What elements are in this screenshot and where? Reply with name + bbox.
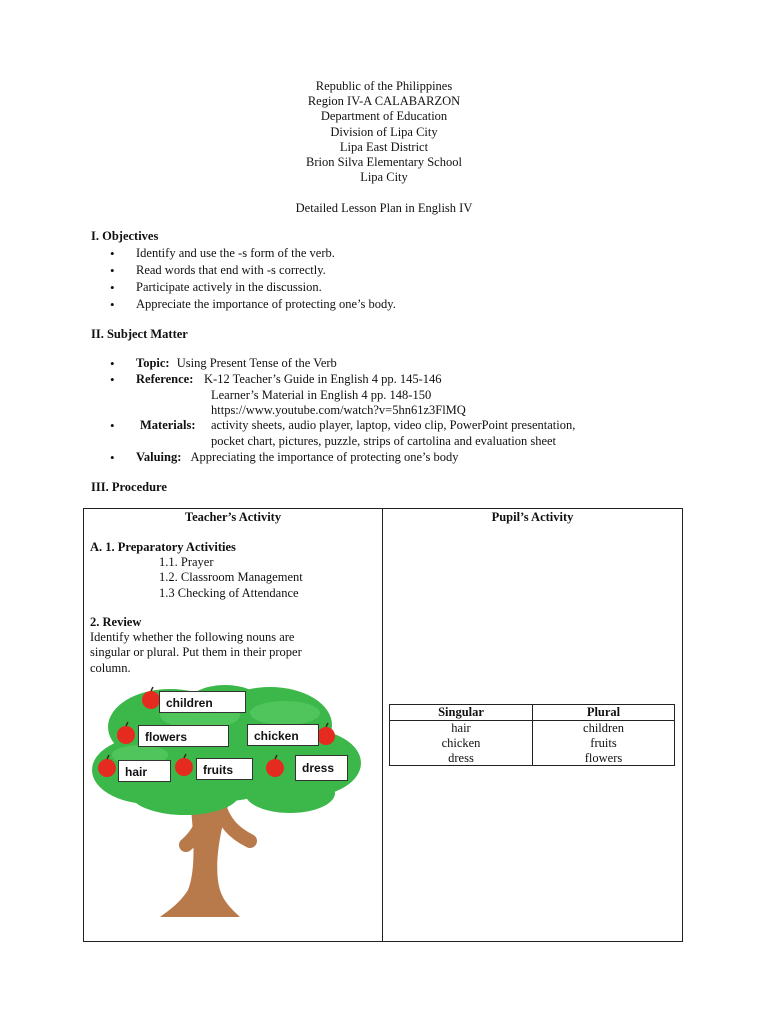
objective-item: • Identify and use the -s form of the verb. (136, 245, 396, 262)
column-divider (382, 509, 383, 941)
topic-value: Using Present Tense of the Verb (176, 356, 337, 370)
bullet-icon: • (110, 418, 115, 433)
tree-label-hair: hair (118, 760, 171, 782)
valuing-row (136, 450, 459, 466)
procedure-heading: III. Procedure (91, 480, 167, 494)
valuing-value: Appreciating the importance of protecting one’s body (190, 450, 459, 464)
reference-label-row (136, 372, 193, 388)
tree-icon (90, 685, 365, 930)
reference-line: https://www.youtube.com/watch?v=5hn61z3FlMQ (211, 403, 466, 417)
plural-cell: flowers (584, 751, 623, 765)
document-title: Detailed Lesson Plan in English IV (295, 201, 473, 215)
materials-line: activity sheets, audio player, laptop, video clip, PowerPoint presentation, (211, 418, 576, 432)
topic-label: Topic: (136, 356, 170, 370)
header-line: Division of Lipa City (330, 124, 438, 139)
singular-cell: hair (451, 721, 471, 735)
review-heading: 2. Review (90, 615, 142, 629)
objectives-list (136, 245, 396, 313)
teacher-activity-header: Teacher’s Activity (184, 510, 282, 524)
topic-row (136, 356, 337, 372)
valuing-label: Valuing: (136, 450, 182, 464)
tree-label-dress: dress (295, 755, 348, 781)
noun-tree-illustration (90, 685, 365, 930)
header-line: Lipa East District (339, 139, 429, 154)
objective-item: • Read words that end with -s correctly. (136, 262, 396, 279)
singular-cell: chicken (441, 736, 481, 750)
preparatory-list (159, 555, 303, 601)
review-instructions (90, 630, 302, 676)
header-line: Region IV-A CALABARZON (307, 94, 461, 109)
plural-cell: fruits (590, 736, 617, 750)
singular-cell: dress (448, 751, 474, 765)
review-line: singular or plural. Put them in their proper (90, 645, 302, 660)
pupil-activity-header: Pupil’s Activity (491, 510, 574, 524)
materials-label-row (140, 418, 196, 434)
materials-line: pocket chart, pictures, puzzle, strips of cartolina and evaluation sheet (211, 433, 557, 448)
header-line: Brion Silva Elementary School (306, 155, 462, 170)
plural-cell: children (583, 721, 624, 735)
tree-label-flowers: flowers (138, 725, 229, 747)
singular-header: Singular (390, 705, 532, 721)
tree-label-fruits: fruits (196, 758, 253, 780)
preparatory-heading: A. 1. Preparatory Activities (90, 540, 236, 554)
objective-item: • Participate actively in the discussion. (136, 279, 396, 296)
tree-label-chicken: chicken (247, 724, 319, 746)
header-line: Republic of the Philippines (315, 79, 453, 93)
subject-matter-heading: II. Subject Matter (91, 327, 188, 341)
materials-values (211, 418, 575, 449)
header-line: Lipa City (360, 170, 408, 185)
tree-label-children: children (159, 691, 246, 713)
bullet-icon: • (110, 356, 115, 371)
materials-label: Materials: (140, 418, 196, 432)
preparatory-item: 1.3 Checking of Attendance (159, 585, 299, 600)
plural-column (533, 705, 674, 765)
reference-values (204, 372, 466, 419)
singular-column (390, 705, 533, 765)
singular-plural-table (389, 704, 675, 766)
bullet-icon: • (110, 450, 115, 465)
reference-label: Reference: (136, 372, 194, 386)
preparatory-item: 1.2. Classroom Management (159, 570, 303, 585)
objectives-heading: I. Objectives (91, 229, 159, 243)
reference-line: Learner’s Material in English 4 pp. 148-150 (211, 387, 432, 402)
review-line: Identify whether the following nouns are (90, 630, 295, 644)
review-line: column. (90, 660, 131, 675)
objective-item: • Appreciate the importance of protecting one’s body. (136, 296, 396, 313)
preparatory-item: 1.1. Prayer (159, 555, 214, 569)
bullet-icon: • (110, 372, 115, 387)
header-line: Department of Education (320, 109, 448, 124)
reference-line: K-12 Teacher’s Guide in English 4 pp. 145-146 (204, 372, 442, 386)
plural-header: Plural (533, 705, 674, 721)
school-header (0, 79, 768, 185)
